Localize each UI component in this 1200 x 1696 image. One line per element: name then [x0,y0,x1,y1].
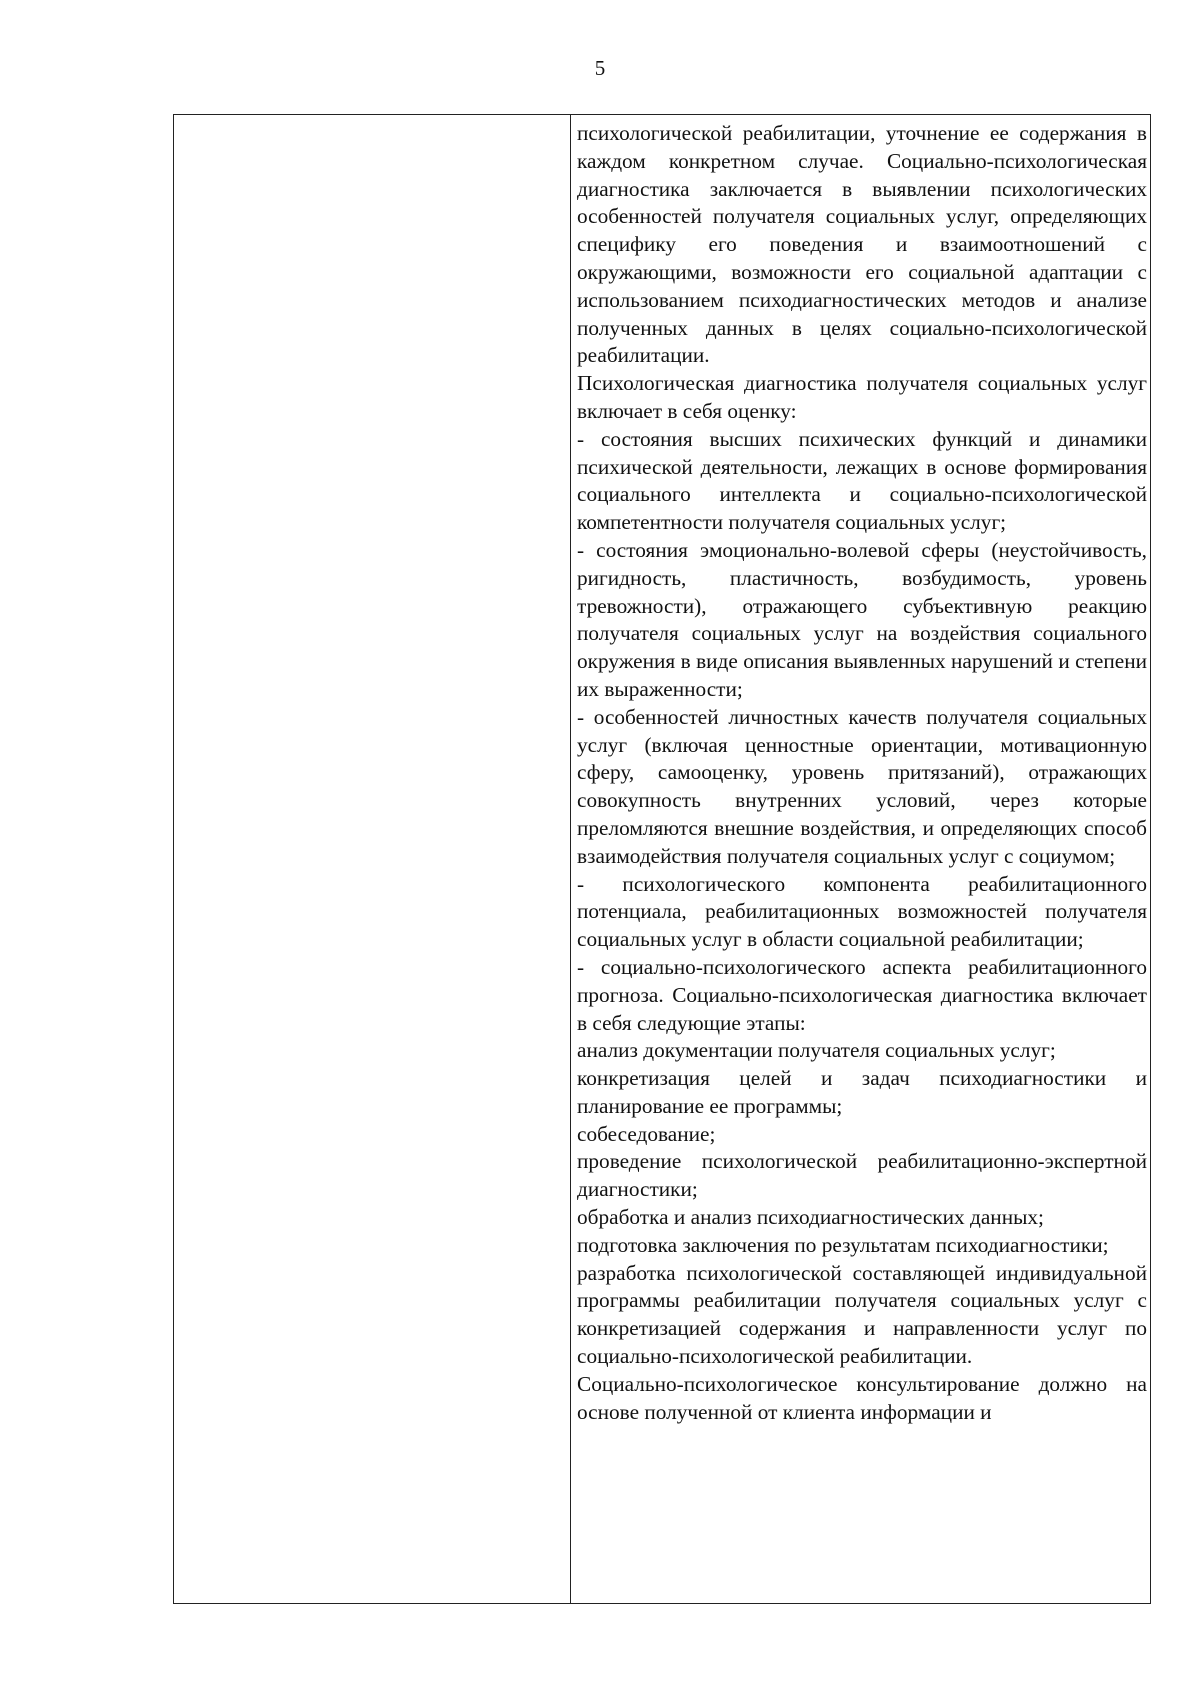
page-number: 5 [594,56,606,80]
list-item: обработка и анализ психодиагностических данных; [577,1205,1044,1230]
list-item: - состояния эмоционально-волевой сферы (неустойчивость, ригидность, пластичность, возбудимость, уровень тревожности), отражающего субъективную реакцию получателя социальных услуг на воздействия социального окружения в виде описания выявленных нарушений и степени их выраженности; [577,537,1147,701]
list-item: - социально-психологического аспекта реабилитационного прогноза. Социально-психологическая диагностика включает в себя следующие этапы: [577,954,1147,1035]
list-item: - психологического компонента реабилитационного потенциала, реабилитационных возможностей получателя социальных услуг в области социальной реабилитации; [577,871,1147,952]
paragraph: психологической реабилитации, уточнение ее содержания в каждом конкретном случае. Социально-психологическая диагностика заключается в выявлении психологических особенностей получателя социальных услуг, определяющих специфику его поведения и взаимоотношений с окружающими, возможности его социальной адаптации с использованием психодиагностических методов и анализе полученных данных в целях социально-психологической реабилитации. [577,121,1147,368]
list-item: анализ документации получателя социальных услуг; [577,1038,1056,1063]
list-item: собеседование; [577,1121,716,1146]
list-item: разработка психологической составляющей индивидуальной программы реабилитации получателя социальных услуг с конкретизацией содержания и направленности услуг по социально-психологической реабилитации. [577,1260,1147,1369]
list-item: конкретизация целей и задач психодиагностики и планирование ее программы; [577,1066,1147,1118]
list-item: - состояния высших психических функций и динамики психической деятельности, лежащих в основе формирования социального интеллекта и социально-психологической компетентности получателя социальных услуг; [577,426,1147,535]
content-table [173,114,1151,1604]
paragraph: Социально-психологическое консультирование должно на основе полученной от клиента информации и [577,1371,1147,1424]
table-right-cell [571,115,1150,1603]
list-item: проведение психологической реабилитационно-экспертной диагностики; [577,1149,1147,1202]
table-left-cell [174,115,571,1603]
list-item: подготовка заключения по результатам психодиагностики; [577,1232,1109,1257]
list-item: - особенностей личностных качеств получателя социальных услуг (включая ценностные ориентации, мотивационную сферу, самооценку, уровень притязаний), отражающих совокупность внутренних условий, через которые преломляются внешние воздействия, и определяющих способ взаимодействия получателя социальных услуг с социумом; [577,704,1147,868]
paragraph: Психологическая диагностика получателя социальных услуг включает в себя оценку: [577,371,1147,423]
